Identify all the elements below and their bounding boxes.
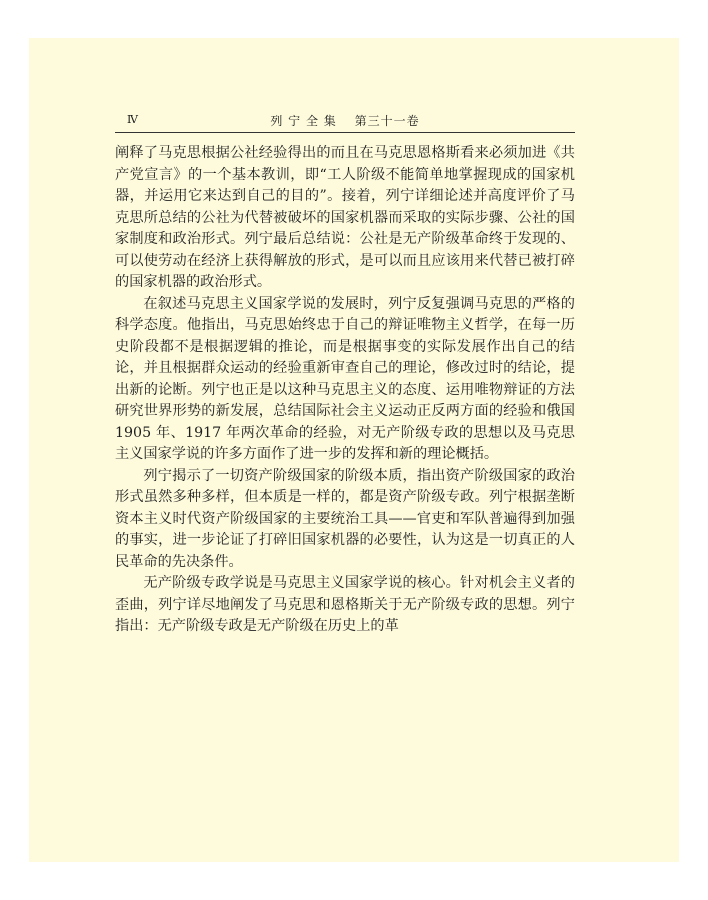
page-number: Ⅳ xyxy=(127,113,138,126)
running-header xyxy=(115,110,575,133)
paragraph: 在叙述马克思主义国家学说的发展时，列宁反复强调马克思的严格的科学态度。他指出，马克思始终忠于自己的辩证唯物主义哲学，在每一历史阶段都不是根据逻辑的推论，而是根据事变的实际发展作出自己的结论，并且根据群众运动的经验重新审查自己的理论，修改过时的结论，提出新的论断。列宁也正是以这种马克思主义的态度、运用唯物辩证的方法研究世界形势的新发展，总结国际社会主义运动正反两方面的经验和俄国 1905 年、1917 年两次革命的经验，对无产阶级专政的思想以及马克思主义国家学说的许多方面作了进一步的发挥和新的理论概括。 xyxy=(115,295,575,462)
book-title: 列 宁 全 集 第三十一卷 xyxy=(270,114,420,128)
paragraph: 阐释了马克思根据公社经验得出的而且在马克思恩格斯看来必须加进《共产党宣言》的一个基本教训，即“工人阶级不能简单地掌握现成的国家机器，并运用它来达到自己的目的”。接着，列宁详细论述并高度评价了马克思所总结的公社为代替被破坏的国家机器而采取的实际步骤、公社的国家制度和政治形式。列宁最后总结说：公社是无产阶级革命终于发现的、可以使劳动在经济上获得解放的形式，是可以而且应该用来代替已被打碎的国家机器的政治形式。 xyxy=(115,145,575,290)
paragraph: 列宁揭示了一切资产阶级国家的阶级本质，指出资产阶级国家的政治形式虽然多种多样，但本质是一样的，都是资产阶级专政。列宁根据垄断资本主义时代资产阶级国家的主要统治工具——官吏和军队普遍得到加强的事实，进一步论证了打碎旧国家机器的必要性，认为这是一切真正的人民革命的先决条件。 xyxy=(115,467,575,570)
paragraph: 无产阶级专政学说是马克思主义国家学说的核心。针对机会主义者的歪曲，列宁详尽地阐发了马克思和恩格斯关于无产阶级专政的思想。列宁指出：无产阶级专政是无产阶级在历史上的革 xyxy=(115,575,575,634)
body-text xyxy=(115,143,575,638)
